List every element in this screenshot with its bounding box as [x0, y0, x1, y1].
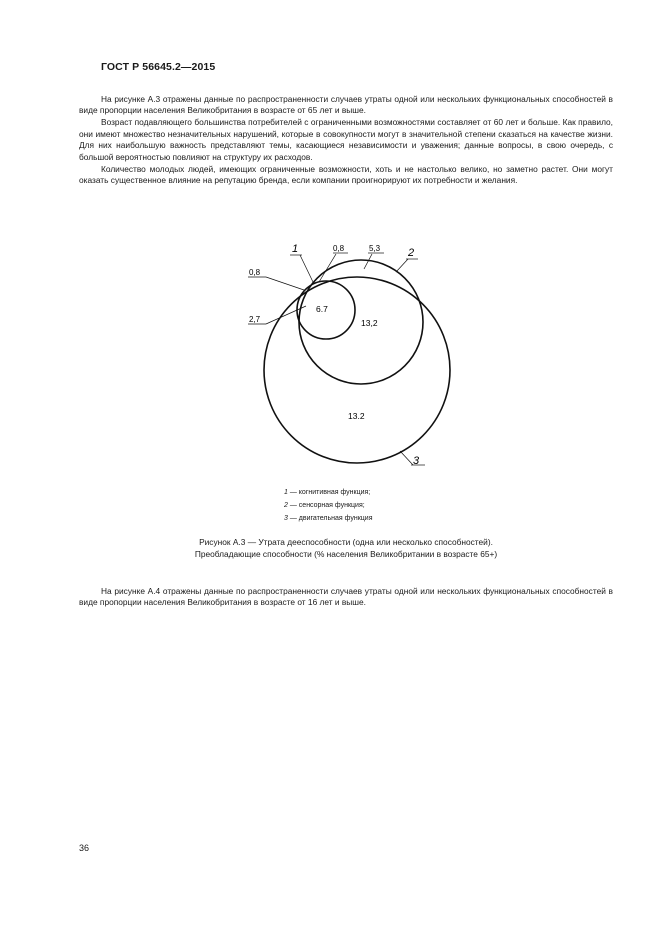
callout-value-sensory-motor: 5,3: [369, 244, 381, 253]
leader-line: [300, 255, 313, 282]
page-number: 36: [79, 843, 90, 853]
circle-label-motor: 3: [413, 455, 420, 467]
body-text-lower: [79, 586, 613, 609]
paragraph: Количество молодых людей, имеющих ограниченные возможности, хоть и не настолько велико, но заметно растет. Они могут оказать существенное влияние на репутацию бренда, если компании проигнорируют их потребности и желания.: [79, 163, 613, 186]
venn-diagram-svg: [240, 234, 440, 474]
region-value-only-cognitive: 6.7: [316, 304, 328, 314]
document-header: ГОСТ Р 56645.2—2015: [101, 61, 216, 73]
callout-line: [266, 277, 304, 290]
leader-line: [396, 259, 408, 272]
caption-line-2: Преобладающие способности (% населения Великобритании в возрасте 65+): [194, 548, 498, 559]
circle-motor: [264, 277, 450, 463]
paragraph: На рисунке А.3 отражены данные по распространенности случаев утраты одной или нескольких функциональных способностей в виде пропорции населения Великобритания в возрасте от 65 лет и выше.: [79, 94, 613, 116]
figure-caption: [79, 537, 613, 560]
circle-label-cognitive: 1: [292, 243, 299, 255]
region-value-only-motor: 13.2: [348, 411, 365, 421]
legend-item: 2 — сенсорная функция;: [284, 502, 365, 509]
paragraph: Возраст подавляющего большинства потребителей с ограниченными возможностями составляет от 60 лет и больше. Как правило, они имеют множество незначительных нарушений, которые в совокупности могут в значительной степени сказаться на качестве жизни. Для них наибольшую важность представляют темы, касающиеся независимости и уважения; данные вопросы, в свою очередь, с большой вероятностью повлияют на структуру их расходов.: [79, 117, 613, 162]
callout-value-cognitive-sensory: 0,8: [333, 244, 345, 253]
legend-item: 1 — когнитивная функция;: [284, 489, 371, 496]
callout-value-cognitive-motor: 0,8: [249, 268, 261, 277]
callout-value-all-three: 2,7: [249, 315, 261, 324]
body-text-upper: [79, 94, 613, 187]
region-value-only-sensory: 13,2: [361, 318, 378, 328]
figure-legend: [284, 486, 372, 525]
venn-diagram: [240, 234, 440, 474]
paragraph: На рисунке А.4 отражены данные по распространенности случаев утраты одной или нескольких функциональных способностей в виде пропорции населения Великобритания в возрасте от 16 лет и выше.: [79, 586, 613, 608]
caption-line-1: Рисунок А.3 — Утрата дееспособности (одна или несколько способностей).: [199, 537, 493, 547]
callout-line: [319, 254, 336, 282]
circle-label-sensory: 2: [408, 247, 415, 259]
leader-line: [400, 451, 413, 465]
legend-item: 3 — двигательная функция: [284, 515, 373, 522]
